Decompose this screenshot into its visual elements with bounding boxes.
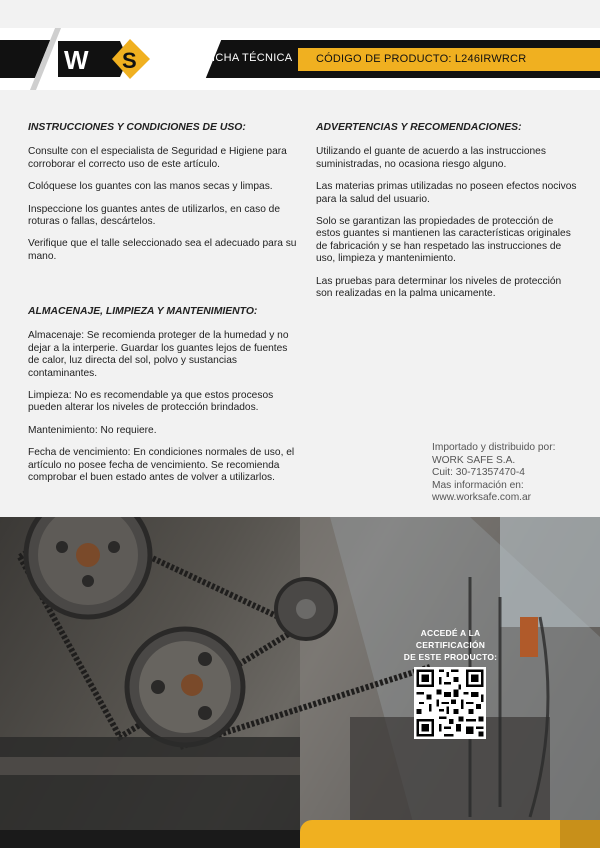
footer-accent-dark — [560, 820, 600, 848]
instructions-paragraph: Verifique que el talle seleccionado sea el adecuado para su mano. — [28, 238, 297, 262]
machinery-photo — [0, 517, 600, 848]
storage-paragraph: Limpieza: No es recomendable ya que estos procesos pueden alterar los niveles de protección brindados. — [28, 390, 274, 414]
product-code: CÓDIGO DE PRODUCTO: L246IRWRCR — [316, 53, 527, 65]
logo-letter-s: S — [122, 48, 137, 73]
importer-info — [432, 442, 555, 505]
website-link[interactable]: www.worksafe.com.ar — [432, 492, 532, 504]
certification-label — [388, 627, 513, 663]
storage-paragraph: Mantenimiento: No requiere. — [28, 424, 157, 436]
storage-section — [28, 306, 298, 494]
storage-paragraph: Almacenaje: Se recomienda proteger de la humedad y no dejar a la interperie. Guardar los guantes lejos de fuentes de calor, luz directa del sol, polvo y sustancias contaminantes. — [28, 330, 289, 379]
company-name: WORK SAFE S.A. — [432, 454, 516, 466]
warnings-section — [316, 122, 578, 310]
company-cuit: Cuit: 30-71357470-4 — [432, 467, 525, 479]
worksafe-logo — [58, 36, 158, 82]
certification-line: ACCEDÉ A LA CERTIFICACIÓN — [415, 628, 486, 650]
storage-title: ALMACENAJE, LIMPIEZA Y MANTENIMIENTO: — [28, 306, 258, 317]
more-info-label: Mas información en: — [432, 479, 524, 491]
machinery-illustration — [0, 517, 600, 848]
warnings-paragraph: Las pruebas para determinar los niveles de protección son realizadas en la palma unicamente. — [316, 275, 562, 300]
warnings-paragraph: Las materias primas utilizadas no poseen efectos nocivos para la salud del usuario. — [316, 181, 577, 205]
importer-label: Importado y distribuido por: — [432, 442, 556, 453]
footer-accent — [300, 820, 600, 848]
storage-paragraph: Fecha de vencimiento: En condiciones normales de uso, el artículo no posee fecha de vencimiento. Se recomienda comprobar el buen estado antes de volver a utilizarlos. — [28, 447, 295, 484]
footer-black-strip — [0, 830, 300, 848]
instructions-section — [28, 122, 298, 273]
warnings-title: ADVERTENCIAS Y RECOMENDACIONES: — [316, 122, 522, 133]
instructions-title: INSTRUCCIONES Y CONDICIONES DE USO: — [28, 122, 246, 133]
instructions-paragraph: Inspeccione los guantes antes de utilizarlos, en caso de roturas o fallas, descártelos. — [28, 203, 281, 228]
warnings-paragraph: Solo se garantizan las propiedades de protección de estos guantes si mantienen las características originales de fabricación y se han respetado las instrucciones de uso, limpieza y mantenimiento. — [316, 216, 571, 265]
qr-code[interactable] — [414, 667, 486, 739]
instructions-paragraph: Colóquese los guantes con las manos secas y limpas. — [28, 181, 273, 193]
logo-letter-w: W — [64, 45, 89, 75]
certification-line: DE ESTE PRODUCTO: — [403, 652, 498, 662]
instructions-paragraph: Consulte con el especialista de Seguridad e Higiene para corroborar el correcto uso de este artículo. — [28, 146, 287, 170]
section-label: FICHA TÉCNICA — [205, 52, 293, 64]
warnings-paragraph: Utilizando el guante de acuerdo a las instrucciones suministradas, no ocasiona riesgo alguno. — [316, 146, 546, 170]
